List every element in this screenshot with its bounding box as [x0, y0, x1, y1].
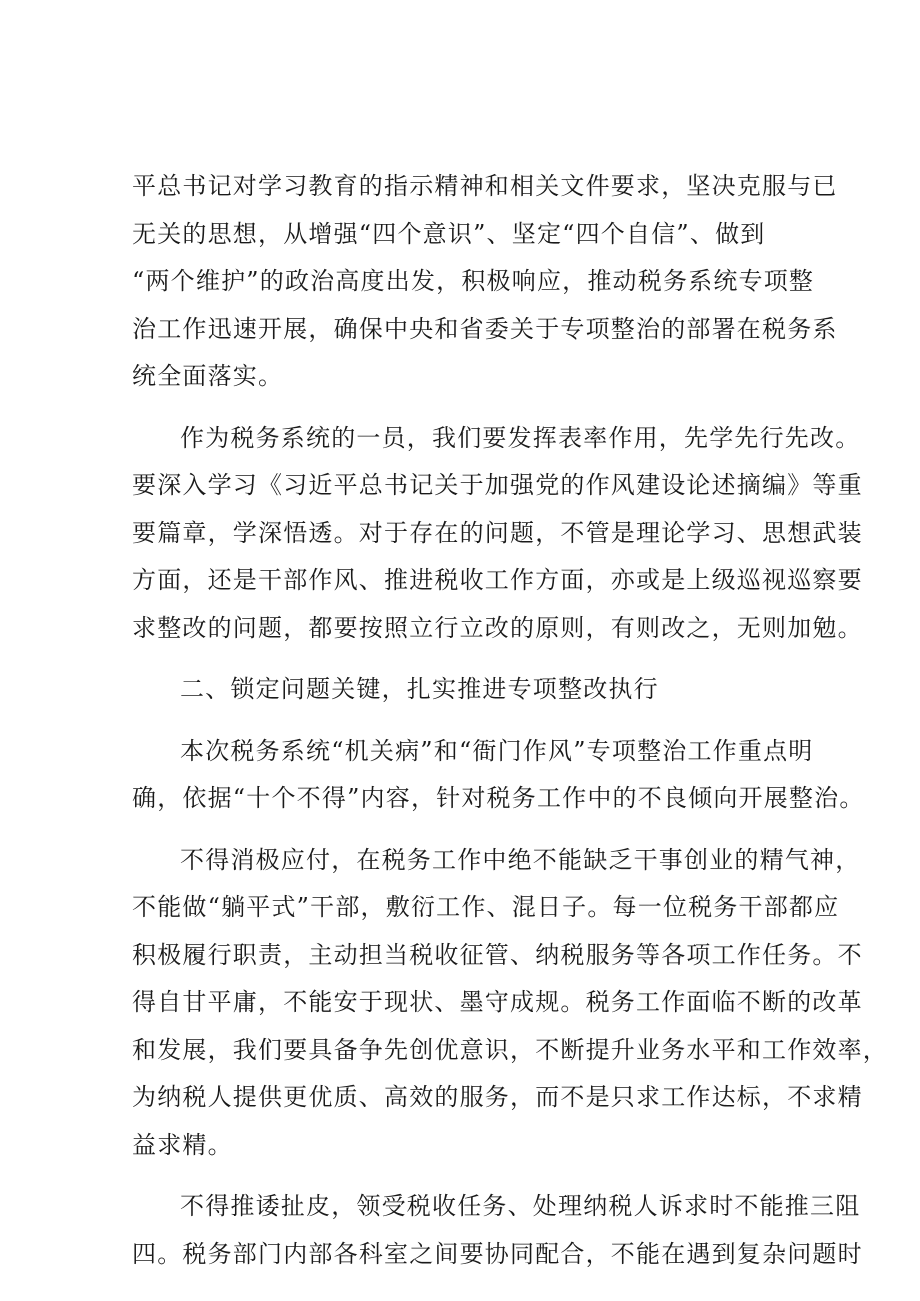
- paragraph: [132, 837, 888, 1170]
- text-line: 方面，还是干部作风、推进税收工作方面，亦或是上级巡视巡察要: [132, 566, 863, 594]
- heading-line: 二、锁定问题关键，扎实推进专项整改执行: [180, 675, 659, 703]
- text-line: 无关的思想，从增强“四个意识”、坚定“四个自信”、做到: [132, 219, 766, 248]
- text-line: 积极履行职责，主动担当税收征管、纳税服务等各项工作任务。不: [132, 940, 863, 969]
- text-line: 不能做“躺平式”干部，敷衍工作、混日子。每一位税务干部都应: [132, 893, 840, 921]
- paragraph-continuation: [132, 163, 838, 401]
- paragraph: [132, 415, 863, 653]
- text-line: 和发展，我们要具备争先创优意识，不断提升业务水平和工作效率，: [132, 1035, 888, 1064]
- text-line: 为纳税人提供更优质、高效的服务，而不是只求工作达标，不求精: [132, 1083, 863, 1111]
- text-line: 不得消极应付，在税务工作中绝不能缺乏干事创业的精气神，: [180, 845, 861, 874]
- text-line: 统全面落实。: [132, 362, 284, 390]
- text-line: 益求精。: [132, 1130, 233, 1159]
- text-line: 不得推诿扯皮，领受税收任务、处理纳税人诉求时不能推三阻: [180, 1192, 861, 1220]
- text-line: 要篇章，学深悟透。对于存在的问题，不管是理论学习、思想武装: [132, 518, 863, 547]
- paragraph: [132, 1183, 863, 1278]
- text-line: 平总书记对学习教育的指示精神和相关文件要求，坚决克服与已: [132, 172, 838, 200]
- text-line: “两个维护”的政治高度出发，积极响应，推动税务系统专项整: [132, 267, 815, 295]
- section-heading: [132, 666, 800, 714]
- paragraph: [132, 728, 865, 823]
- text-line: 本次税务系统“机关病”和“衙门作风”专项整治工作重点明: [180, 736, 814, 765]
- text-line: 求整改的问题，都要按照立行立改的原则，有则改之，无则加勉。: [132, 613, 863, 642]
- document-body: [132, 163, 888, 1278]
- text-line: 作为税务系统的一员，我们要发挥表率作用，先学先行先改。: [180, 423, 861, 452]
- text-line: 要深入学习《习近平总书记关于加强党的作风建设论述摘编》等重: [132, 471, 863, 499]
- text-line: 得自甘平庸，不能安于现状、墨守成规。税务工作面临不断的改革: [132, 988, 863, 1016]
- text-line: 治工作迅速开展，确保中央和省委关于专项整治的部署在税务系: [132, 314, 838, 343]
- text-line: 确，依据“十个不得”内容，针对税务工作中的不良倾向开展整治。: [132, 784, 865, 812]
- text-line: 四。税务部门内部各科室之间要协同配合，不能在遇到复杂问题时: [132, 1239, 863, 1268]
